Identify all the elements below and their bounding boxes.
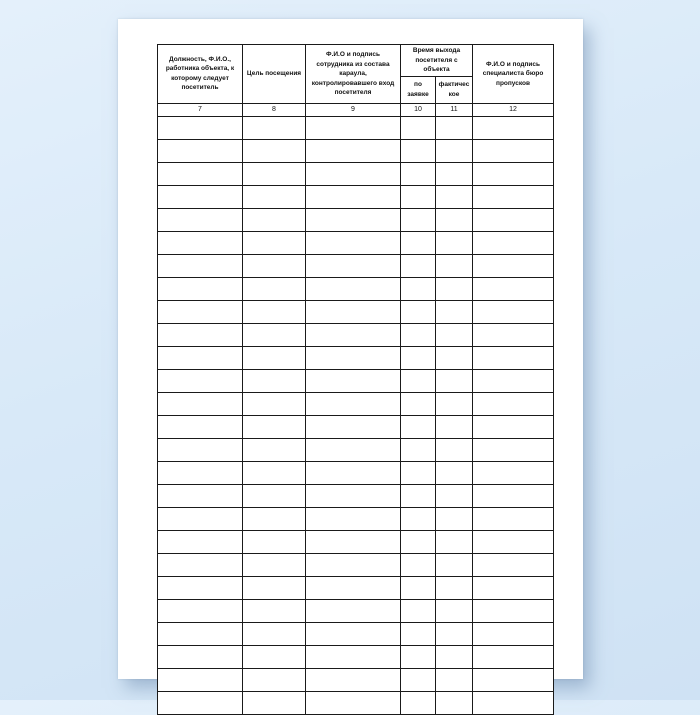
empty-cell	[306, 116, 401, 139]
empty-cell	[436, 300, 473, 323]
empty-cell	[401, 323, 436, 346]
empty-cell	[243, 185, 306, 208]
empty-cell	[436, 392, 473, 415]
empty-cell	[158, 484, 243, 507]
empty-cell	[243, 346, 306, 369]
empty-cell	[436, 645, 473, 668]
table-body	[158, 116, 554, 714]
empty-cell	[243, 208, 306, 231]
empty-cell	[473, 392, 554, 415]
empty-cell	[473, 116, 554, 139]
empty-cell	[306, 691, 401, 714]
empty-cell	[473, 530, 554, 553]
empty-cell	[473, 438, 554, 461]
table-row	[158, 438, 554, 461]
empty-cell	[436, 553, 473, 576]
empty-cell	[158, 392, 243, 415]
empty-cell	[243, 645, 306, 668]
empty-cell	[473, 622, 554, 645]
empty-cell	[243, 461, 306, 484]
table-row	[158, 139, 554, 162]
empty-cell	[158, 231, 243, 254]
empty-cell	[436, 599, 473, 622]
empty-cell	[473, 139, 554, 162]
empty-cell	[306, 231, 401, 254]
empty-cell	[436, 208, 473, 231]
empty-cell	[436, 254, 473, 277]
empty-cell	[401, 461, 436, 484]
empty-cell	[473, 415, 554, 438]
empty-cell	[243, 231, 306, 254]
empty-cell	[306, 438, 401, 461]
empty-cell	[401, 392, 436, 415]
empty-cell	[473, 553, 554, 576]
empty-cell	[401, 277, 436, 300]
empty-cell	[436, 530, 473, 553]
empty-cell	[401, 576, 436, 599]
table-row	[158, 254, 554, 277]
table-row	[158, 599, 554, 622]
empty-cell	[306, 507, 401, 530]
empty-cell	[243, 438, 306, 461]
empty-cell	[473, 599, 554, 622]
table-row	[158, 622, 554, 645]
empty-cell	[158, 139, 243, 162]
empty-cell	[473, 576, 554, 599]
empty-cell	[436, 507, 473, 530]
empty-cell	[436, 162, 473, 185]
empty-cell	[401, 530, 436, 553]
empty-cell	[473, 369, 554, 392]
empty-cell	[306, 300, 401, 323]
empty-cell	[436, 139, 473, 162]
empty-cell	[401, 645, 436, 668]
empty-cell	[436, 323, 473, 346]
empty-cell	[473, 277, 554, 300]
col-number-9: 9	[306, 103, 401, 116]
empty-cell	[473, 346, 554, 369]
col-header-by-request: по заявке	[401, 76, 436, 103]
empty-cell	[306, 484, 401, 507]
empty-cell	[158, 461, 243, 484]
empty-cell	[158, 438, 243, 461]
empty-cell	[473, 208, 554, 231]
empty-cell	[243, 507, 306, 530]
empty-cell	[436, 277, 473, 300]
empty-cell	[473, 162, 554, 185]
empty-cell	[401, 208, 436, 231]
empty-cell	[473, 668, 554, 691]
empty-cell	[158, 530, 243, 553]
empty-cell	[306, 622, 401, 645]
col-number-7: 7	[158, 103, 243, 116]
column-numbers-row	[158, 103, 554, 116]
empty-cell	[436, 346, 473, 369]
empty-cell	[306, 461, 401, 484]
col-header-guard-signature: Ф.И.О и подпись сотрудника из состава караула, контролировавшего вход посетителя	[306, 45, 401, 104]
table-row	[158, 162, 554, 185]
table-row	[158, 576, 554, 599]
table-row	[158, 208, 554, 231]
empty-cell	[401, 691, 436, 714]
empty-cell	[401, 622, 436, 645]
empty-cell	[473, 300, 554, 323]
empty-cell	[436, 185, 473, 208]
empty-cell	[158, 668, 243, 691]
col-header-official-name: Должность, Ф.И.О., работника объекта, к которому следует посетитель	[158, 45, 243, 104]
empty-cell	[401, 300, 436, 323]
empty-cell	[306, 392, 401, 415]
empty-cell	[158, 645, 243, 668]
empty-cell	[306, 553, 401, 576]
empty-cell	[158, 346, 243, 369]
empty-cell	[473, 461, 554, 484]
empty-cell	[158, 576, 243, 599]
table-row	[158, 369, 554, 392]
table-row	[158, 461, 554, 484]
empty-cell	[243, 415, 306, 438]
empty-cell	[158, 300, 243, 323]
table-row	[158, 415, 554, 438]
empty-cell	[158, 691, 243, 714]
empty-cell	[401, 369, 436, 392]
empty-cell	[401, 599, 436, 622]
col-number-8: 8	[243, 103, 306, 116]
empty-cell	[243, 162, 306, 185]
table-row	[158, 185, 554, 208]
empty-cell	[243, 139, 306, 162]
table-row	[158, 507, 554, 530]
empty-cell	[401, 484, 436, 507]
empty-cell	[306, 346, 401, 369]
empty-cell	[158, 553, 243, 576]
empty-cell	[401, 415, 436, 438]
col-header-visit-purpose: Цель посещения	[243, 45, 306, 104]
empty-cell	[243, 668, 306, 691]
empty-cell	[436, 691, 473, 714]
empty-cell	[306, 185, 401, 208]
empty-cell	[436, 116, 473, 139]
empty-cell	[401, 553, 436, 576]
table-row	[158, 691, 554, 714]
empty-cell	[158, 254, 243, 277]
col-header-exit-time-group: Время выхода посетителя с объекта	[401, 45, 473, 77]
table-row	[158, 530, 554, 553]
empty-cell	[436, 231, 473, 254]
col-number-11: 11	[436, 103, 473, 116]
empty-cell	[306, 208, 401, 231]
table-row	[158, 668, 554, 691]
empty-cell	[243, 622, 306, 645]
table-row	[158, 231, 554, 254]
empty-cell	[306, 415, 401, 438]
empty-cell	[436, 484, 473, 507]
empty-cell	[473, 185, 554, 208]
empty-cell	[436, 438, 473, 461]
empty-cell	[436, 668, 473, 691]
table-row	[158, 116, 554, 139]
empty-cell	[401, 438, 436, 461]
empty-cell	[436, 415, 473, 438]
table-row	[158, 392, 554, 415]
visitor-log-table	[157, 44, 554, 715]
empty-cell	[401, 139, 436, 162]
empty-cell	[473, 507, 554, 530]
empty-cell	[243, 599, 306, 622]
empty-cell	[306, 645, 401, 668]
document-page	[118, 19, 583, 679]
table-row	[158, 553, 554, 576]
empty-cell	[306, 254, 401, 277]
empty-cell	[473, 645, 554, 668]
empty-cell	[243, 392, 306, 415]
empty-cell	[306, 323, 401, 346]
empty-cell	[473, 484, 554, 507]
empty-cell	[306, 530, 401, 553]
empty-cell	[243, 300, 306, 323]
empty-cell	[436, 576, 473, 599]
empty-cell	[243, 484, 306, 507]
table-header	[158, 45, 554, 117]
empty-cell	[473, 323, 554, 346]
empty-cell	[436, 369, 473, 392]
empty-cell	[306, 162, 401, 185]
col-header-actual: фактическое	[436, 76, 473, 103]
table-row	[158, 300, 554, 323]
empty-cell	[473, 231, 554, 254]
empty-cell	[401, 668, 436, 691]
table-row	[158, 323, 554, 346]
empty-cell	[158, 323, 243, 346]
empty-cell	[473, 254, 554, 277]
empty-cell	[243, 530, 306, 553]
empty-cell	[306, 576, 401, 599]
empty-cell	[306, 369, 401, 392]
empty-cell	[243, 553, 306, 576]
empty-cell	[401, 231, 436, 254]
empty-cell	[158, 277, 243, 300]
col-number-10: 10	[401, 103, 436, 116]
empty-cell	[473, 691, 554, 714]
empty-cell	[158, 622, 243, 645]
empty-cell	[243, 277, 306, 300]
empty-cell	[401, 162, 436, 185]
empty-cell	[158, 116, 243, 139]
empty-cell	[243, 254, 306, 277]
empty-cell	[158, 162, 243, 185]
empty-cell	[401, 116, 436, 139]
empty-cell	[158, 415, 243, 438]
empty-cell	[158, 185, 243, 208]
empty-cell	[306, 668, 401, 691]
empty-cell	[436, 622, 473, 645]
empty-cell	[243, 691, 306, 714]
table-row	[158, 346, 554, 369]
empty-cell	[243, 116, 306, 139]
empty-cell	[158, 507, 243, 530]
table-row	[158, 484, 554, 507]
table-row	[158, 277, 554, 300]
table-row	[158, 645, 554, 668]
empty-cell	[401, 185, 436, 208]
header-row-main	[158, 45, 554, 77]
empty-cell	[158, 599, 243, 622]
col-header-pass-bureau-signature: Ф.И.О и подпись специалиста бюро пропусков	[473, 45, 554, 104]
empty-cell	[401, 346, 436, 369]
empty-cell	[401, 507, 436, 530]
empty-cell	[243, 576, 306, 599]
empty-cell	[243, 369, 306, 392]
empty-cell	[243, 323, 306, 346]
empty-cell	[306, 599, 401, 622]
empty-cell	[401, 254, 436, 277]
empty-cell	[306, 139, 401, 162]
empty-cell	[306, 277, 401, 300]
empty-cell	[158, 208, 243, 231]
empty-cell	[436, 461, 473, 484]
empty-cell	[158, 369, 243, 392]
col-number-12: 12	[473, 103, 554, 116]
